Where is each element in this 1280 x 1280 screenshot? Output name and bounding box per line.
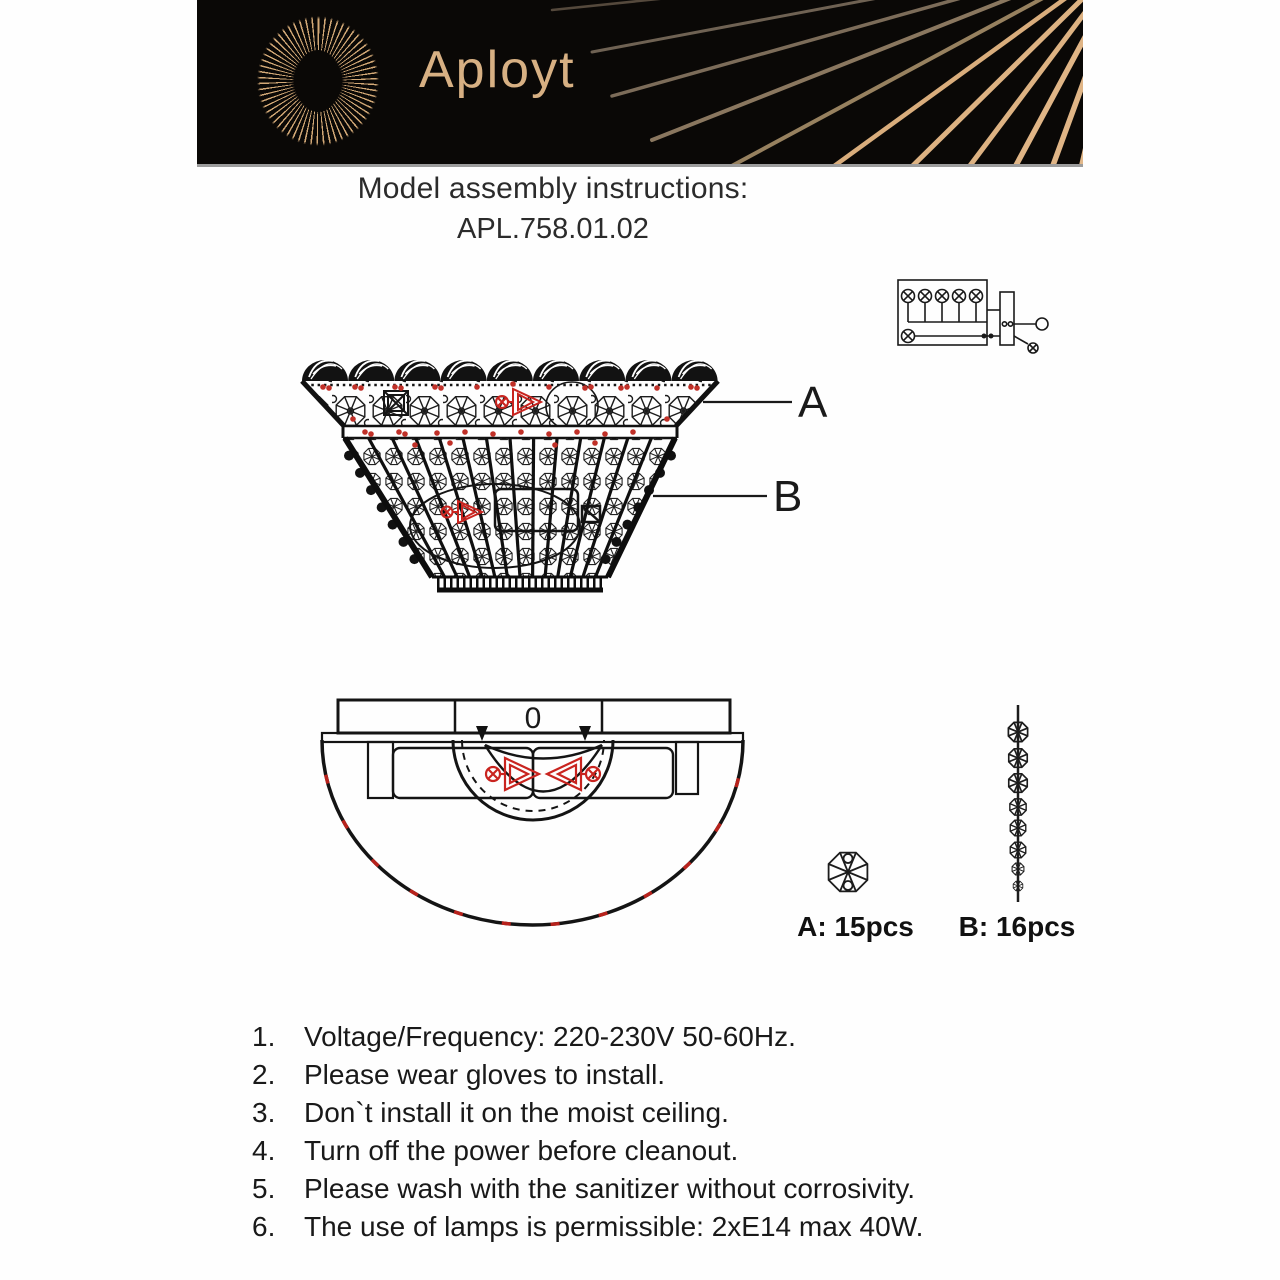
instruction-item — [252, 1098, 1082, 1127]
instruction-list — [252, 1022, 1082, 1250]
title-block — [20, 172, 1086, 246]
part-b-count: B: 16pcs — [958, 911, 1076, 942]
item-number: 2. — [252, 1059, 276, 1090]
part-a-count: A: 15pcs — [797, 911, 914, 942]
item-text: Don`t install it on the moist ceiling. — [304, 1097, 729, 1128]
chandelier-plan-view-drawing — [315, 688, 755, 938]
instruction-item — [252, 1060, 1082, 1089]
lower-basket — [344, 438, 676, 590]
brand-banner — [197, 0, 1083, 167]
item-text: Turn off the power before cleanout. — [304, 1135, 739, 1166]
callout-b — [653, 472, 802, 521]
brand-name: Aployt — [419, 41, 576, 99]
title-line1: Model assembly instructions: — [357, 172, 749, 205]
instruction-item — [252, 1212, 1082, 1241]
item-number: 3. — [252, 1097, 276, 1128]
item-number: 1. — [252, 1021, 276, 1052]
item-number: 5. — [252, 1173, 276, 1204]
scallop-crest-band — [302, 360, 718, 381]
callout-a — [703, 378, 828, 427]
zero-dimension-label: 0 — [524, 702, 542, 735]
square-crystal — [384, 391, 408, 415]
bulb-pair-icon — [486, 758, 600, 790]
instruction-item — [252, 1136, 1082, 1165]
lamp-symbols — [902, 290, 983, 303]
instruction-item — [252, 1022, 1082, 1051]
item-text: Voltage/Frequency: 220-230V 50-60Hz. — [304, 1021, 796, 1052]
crystal-parts-drawing — [790, 695, 1090, 910]
model-number: APL.758.01.02 — [457, 213, 649, 245]
item-text: Please wash with the sanitizer without corrosivity. — [304, 1173, 916, 1204]
label-b: B — [773, 472, 803, 521]
part-a-icon — [829, 853, 868, 892]
wiring-diagram-drawing — [888, 272, 1058, 364]
instruction-item — [252, 1174, 1082, 1203]
chandelier-front-view-drawing — [295, 344, 835, 609]
part-b-icon — [1008, 705, 1027, 902]
label-a: A — [798, 378, 828, 427]
mid-strip — [343, 426, 677, 438]
item-number: 4. — [252, 1135, 276, 1166]
item-text: Please wear gloves to install. — [304, 1059, 666, 1090]
item-text: The use of lamps is permissible: 2xE14 max 40W. — [304, 1211, 924, 1242]
item-number: 6. — [252, 1211, 276, 1242]
banner-rays-decoration — [197, 0, 1083, 164]
